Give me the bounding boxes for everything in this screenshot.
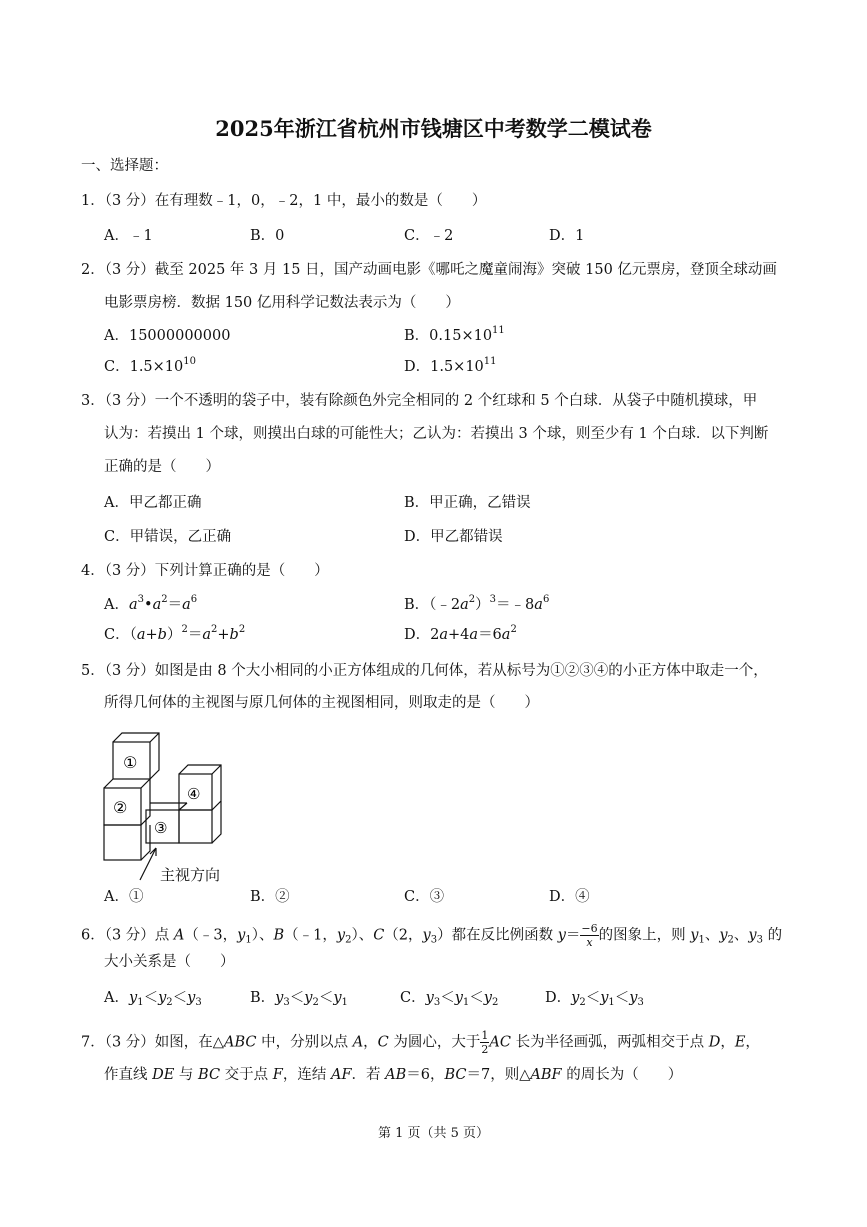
question-1-option-b: B．0 bbox=[250, 228, 285, 244]
question-5-option-a: A．① bbox=[104, 889, 144, 905]
page-footer: 第 1 页（共 5 页） bbox=[377, 1126, 490, 1141]
question-2-line-2: 电影票房榜．数据 150 亿用科学记数法表示为（ ） bbox=[104, 295, 460, 311]
question-6-fraction: $\frac{-6}{x}$ bbox=[581, 922, 598, 949]
question-1-option-c: C．﹣2 bbox=[404, 228, 454, 244]
question-7-line-1: 7．（3 分）如图，在△ABC 中，分别以点 A，C 为圆心，大于 $\frac{1}{2}$ AC 长为半径画弧，两弧相交于点 D，E， bbox=[81, 1029, 760, 1056]
question-1-option-d: D．1 bbox=[549, 228, 585, 244]
question-3-line-1: 3．（3 分）一个不透明的袋子中，装有除颜色外完全相同的 2 个红球和 5 个白球．从袋子中随机摸球，甲 bbox=[81, 393, 758, 409]
question-6-line-2: 大小关系是（ ） bbox=[104, 954, 235, 970]
question-1-stem: 1．（3 分）在有理数﹣1，0，﹣2，1 中，最小的数是（ ） bbox=[81, 193, 487, 209]
question-2-option-d: D．$1.5\times 10^{11}$ bbox=[404, 356, 497, 375]
question-6-option-b: B．$y_3<y_2<y_1$ bbox=[250, 990, 348, 1008]
question-2-option-b: B．$0.15\times 10^{11}$ bbox=[404, 325, 505, 344]
question-3-line-3: 正确的是（ ） bbox=[104, 459, 220, 475]
question-5-line-2: 所得几何体的主视图与原几何体的主视图相同，则取走的是（ ） bbox=[104, 695, 539, 711]
question-2-option-c: C．$1.5\times 10^{10}$ bbox=[104, 356, 196, 375]
question-6-line-1: 6．（3 分）点 A（﹣3，$y_1$）、B（﹣1，$y_2$）、C（2，$y_3$）都在反比例函数 y＝ $\frac{-6}{x}$ 的图象上，则 $y_1$、$y_2$、$y_3$ 的 bbox=[81, 922, 783, 949]
question-4-stem: 4．（3 分）下列计算正确的是（ ） bbox=[81, 563, 329, 579]
question-5-option-c: C．③ bbox=[404, 889, 445, 905]
question-5-line-1: 5．（3 分）如图是由 8 个大小相同的小正方体组成的几何体，若从标号为①②③④的小正方体中取走一个， bbox=[81, 663, 768, 679]
question-3-option-b: B．甲正确，乙错误 bbox=[404, 495, 531, 511]
figure-label-4: ④ bbox=[187, 785, 201, 803]
question-4-option-b: B．$(﹣2a^2)^3=﹣8a^6$ bbox=[404, 594, 550, 613]
page-title: 2025年浙江省杭州市钱塘区中考数学二模试卷 bbox=[215, 116, 652, 141]
question-6-option-d: D．$y_2<y_1<y_3$ bbox=[545, 990, 644, 1008]
question-7-fraction: $\frac{1}{2}$ bbox=[481, 1029, 489, 1056]
question-4-option-a: A．$a^3•a^2=a^6$ bbox=[104, 594, 198, 613]
figure-label-1: ① bbox=[123, 753, 138, 772]
section-heading: 一、选择题： bbox=[81, 158, 168, 174]
question-2-option-a: A．15000000000 bbox=[104, 328, 231, 344]
question-2-line-1: 2．（3 分）截至 2025 年 3 月 15 日，国产动画电影《哪吒之魔童闹海》突破 150 亿元票房，登顶全球动画 bbox=[81, 262, 777, 278]
question-3-option-a: A．甲乙都正确 bbox=[104, 495, 202, 511]
cube-figure bbox=[96, 728, 246, 888]
figure-caption: 主视方向 bbox=[160, 866, 221, 884]
question-3-option-c: C．甲错误，乙正确 bbox=[104, 529, 232, 545]
figure-label-3: ③ bbox=[154, 819, 168, 837]
question-4-option-c: C．$(a+b)^2=a^2+b^2$ bbox=[104, 624, 246, 643]
question-1-option-a: A．﹣1 bbox=[104, 228, 153, 244]
question-4-option-d: D．$2a+4a=6a^2$ bbox=[404, 624, 517, 643]
figure-label-2: ② bbox=[113, 798, 128, 817]
question-5-option-d: D．④ bbox=[549, 889, 590, 905]
question-3-line-2: 认为：若摸出 1 个球，则摸出白球的可能性大；乙认为：若摸出 3 个球，则至少有 1 个白球．以下判断 bbox=[104, 426, 769, 442]
question-7-line-2: 作直线 DE 与 BC 交于点 F，连结 AF．若 AB＝6，BC＝7，则△ABF 的周长为（ ） bbox=[104, 1067, 683, 1083]
question-6-option-c: C．$y_3<y_1<y_2$ bbox=[400, 990, 499, 1008]
question-3-option-d: D．甲乙都错误 bbox=[404, 529, 503, 545]
question-6-option-a: A．$y_1<y_2<y_3$ bbox=[104, 990, 202, 1008]
question-5-option-b: B．② bbox=[250, 889, 290, 905]
